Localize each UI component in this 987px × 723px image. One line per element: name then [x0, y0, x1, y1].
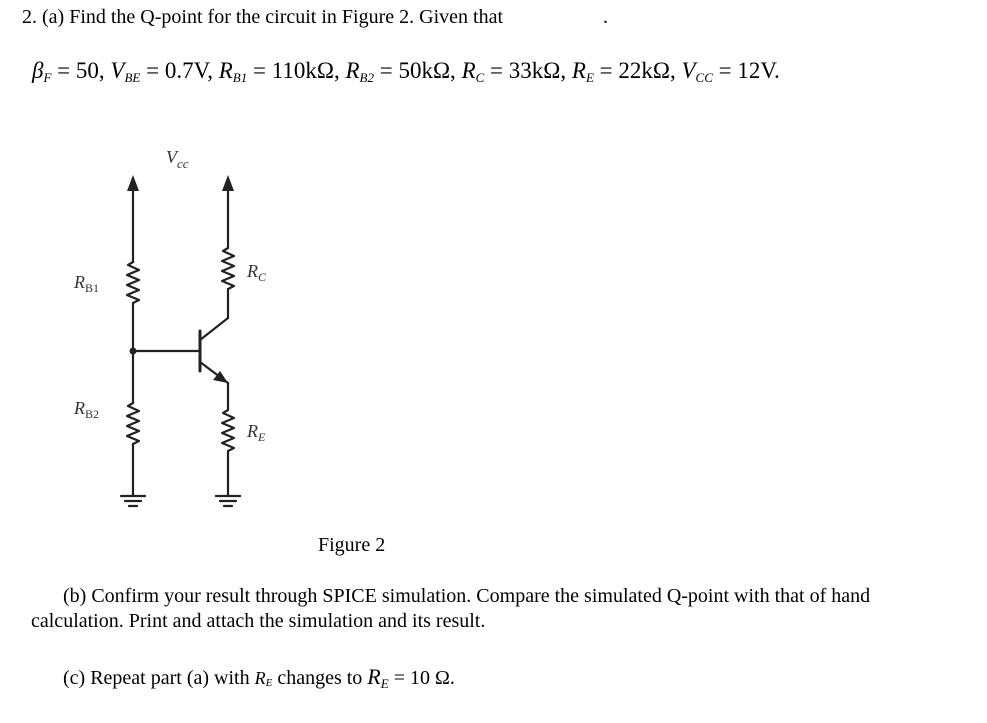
part-b-line-2: calculation. Print and attach the simulation and its result. — [31, 610, 486, 632]
part-c-prefix: (c) Repeat part (a) with — [63, 667, 255, 689]
vbe-value: = 0.7V, — [146, 58, 213, 83]
rb2-resistor — [127, 403, 139, 444]
given-parameters — [32, 58, 780, 86]
vbe-subscript: BE — [124, 70, 141, 85]
part-c-re-inline: $R_E$ — [254, 668, 273, 689]
part-c-re-symbol: R — [367, 664, 381, 689]
figure-caption: Figure 2 — [318, 534, 386, 556]
beta-subscript: F — [43, 70, 52, 85]
part-c-middle: changes to — [272, 667, 368, 689]
re-symbol: R — [571, 58, 586, 83]
re-resistor — [222, 410, 234, 451]
part-c-value: = 10 Ω. — [388, 667, 455, 689]
rc-symbol: R — [461, 58, 476, 83]
rb1-value: = 110kΩ, — [253, 58, 340, 83]
rc-subscript: C — [475, 70, 485, 85]
left-vcc-arrow — [127, 175, 139, 191]
part-c-re-subscript: E — [380, 676, 389, 691]
re-value: = 22kΩ, — [599, 58, 676, 83]
vbe-symbol: V — [110, 58, 125, 83]
stray-dot: . — [603, 6, 608, 28]
vcc-value: = 12V. — [718, 58, 780, 83]
rb2-subscript: B2 — [359, 70, 374, 85]
vcc-symbol: V — [681, 58, 696, 83]
vcc-subscript: CC — [695, 70, 713, 85]
base-node-dot — [130, 348, 137, 355]
rc-label: $R_C$ — [247, 261, 267, 284]
rb1-subscript: B1 — [232, 70, 248, 85]
rb2-symbol: R — [345, 58, 360, 83]
right-vcc-arrow — [222, 175, 234, 191]
part-b-line-1: (b) Confirm your result through SPICE simulation. Compare the simulated Q-point with that of hand — [63, 585, 871, 607]
rb2-value: = 50kΩ, — [379, 58, 456, 83]
transistor-collector — [200, 318, 228, 340]
question-2a-text: 2. (a) Find the Q-point for the circuit in Figure 2. Given that — [22, 6, 504, 28]
part-c-text — [63, 664, 455, 692]
rb1-resistor — [127, 262, 139, 303]
rb1-symbol: R — [218, 58, 233, 83]
re-label: $R_E$ — [247, 421, 266, 444]
beta-value: = 50, — [57, 58, 105, 83]
rb1-label: $R_{B1}$ — [74, 272, 100, 295]
re-subscript: E — [585, 70, 594, 85]
transistor-emitter — [200, 362, 228, 383]
rc-value: = 33kΩ, — [490, 58, 567, 83]
rb2-label: $R_{B2}$ — [74, 398, 100, 421]
vcc-label: $V_{cc}$ — [166, 147, 189, 171]
beta-symbol: β — [32, 58, 44, 83]
rc-resistor — [222, 248, 234, 289]
emitter-arrow — [213, 371, 228, 383]
